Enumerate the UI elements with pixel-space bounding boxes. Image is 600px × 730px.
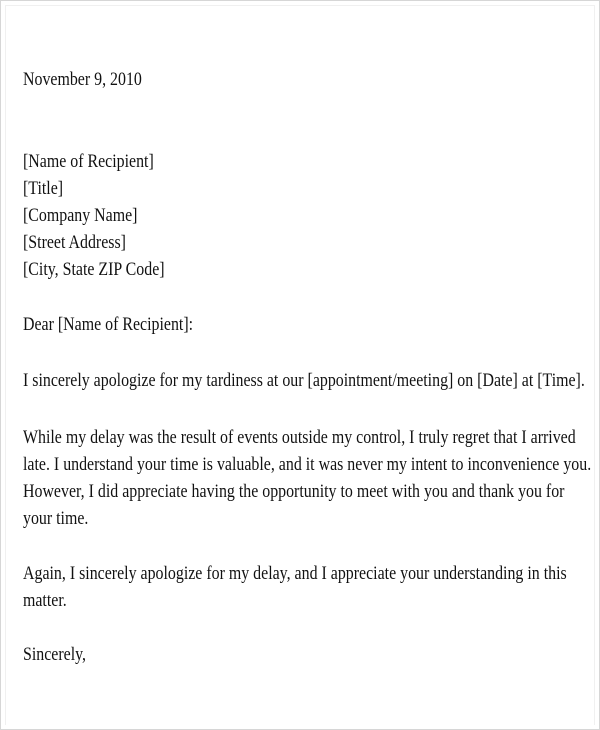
page-inner-edge xyxy=(5,5,595,725)
recipient-name: [Name of Recipient] xyxy=(23,152,154,172)
recipient-city-state-zip: [City, State ZIP Code] xyxy=(23,260,165,280)
recipient-address-block xyxy=(23,149,165,284)
recipient-title: [Title] xyxy=(23,179,64,199)
recipient-company: [Company Name] xyxy=(23,206,138,226)
paragraph-line: your time. xyxy=(23,509,89,529)
letter-date: November 9, 2010 xyxy=(23,70,142,90)
closing: Sincerely, xyxy=(23,645,87,665)
paragraph-line: However, I did appreciate having the opportunity to meet with you and thank you for xyxy=(23,482,565,502)
paragraph-line: While my delay was the result of events outside my control, I truly regret that I arrived xyxy=(23,428,576,448)
paragraph-line: matter. xyxy=(23,591,67,611)
salutation: Dear [Name of Recipient]: xyxy=(23,315,194,335)
paragraph-line: I sincerely apologize for my tardiness at our [appointment/meeting] on [Date] at [Time]. xyxy=(23,371,585,391)
paragraph-2 xyxy=(23,425,591,533)
recipient-street: [Street Address] xyxy=(23,233,126,253)
paragraph-line: Again, I sincerely apologize for my delay, and I appreciate your understanding in this xyxy=(23,564,567,584)
paragraph-3 xyxy=(23,561,567,615)
paragraph-line: late. I understand your time is valuable, and it was never my intent to inconvenience you. xyxy=(23,455,592,475)
paragraph-1 xyxy=(23,368,585,395)
